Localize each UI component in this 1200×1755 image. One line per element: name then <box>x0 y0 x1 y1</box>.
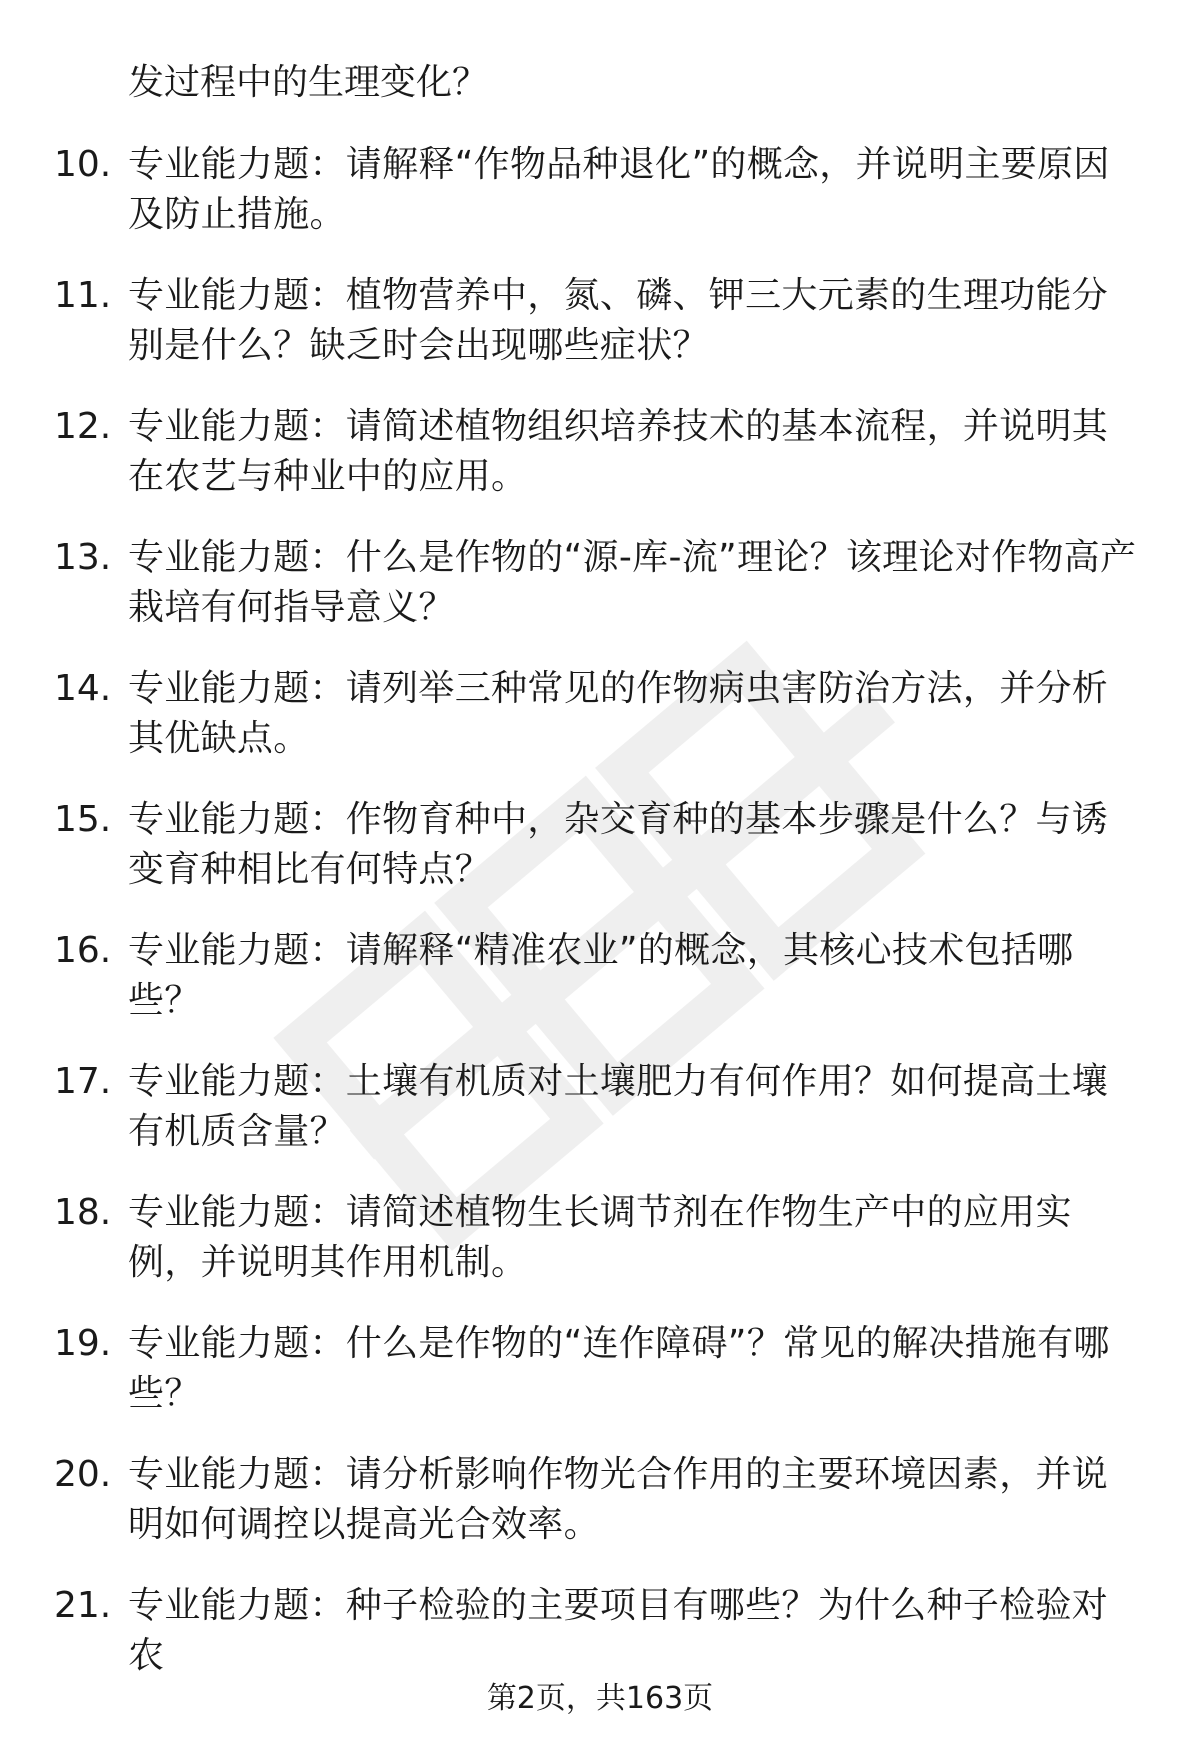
item-text: 专业能力题：植物营养中，氮、磷、钾三大元素的生理功能分别是什么？缺乏时会出现哪些症状？ <box>128 275 1109 366</box>
item-number: 18. <box>54 1192 112 1233</box>
item-number: 19. <box>54 1323 112 1364</box>
item-text: 专业能力题：请分析影响作物光合作用的主要环境因素，并说明如何调控以提高光合效率。 <box>128 1454 1109 1545</box>
item-text: 专业能力题：请解释“作物品种退化”的概念，并说明主要原因及防止措施。 <box>128 144 1110 235</box>
item-text: 专业能力题：土壤有机质对土壤肥力有何作用？如何提高土壤有机质含量？ <box>128 1061 1109 1152</box>
item-number: 10. <box>54 144 112 185</box>
item-text: 专业能力题：什么是作物的“源-库-流”理论？该理论对作物高产栽培有何指导意义？ <box>128 537 1137 628</box>
continued-question-text: 发过程中的生理变化？ <box>128 62 489 103</box>
item-text: 专业能力题：作物育种中，杂交育种的基本步骤是什么？与诱变育种相比有何特点？ <box>128 799 1109 890</box>
item-text: 专业能力题：种子检验的主要项目有哪些？为什么种子检验对农 <box>128 1585 1109 1676</box>
item-number: 11. <box>54 275 112 316</box>
item-text: 专业能力题：请简述植物生长调节剂在作物生产中的应用实例，并说明其作用机制。 <box>128 1192 1072 1283</box>
item-number: 20. <box>54 1454 112 1495</box>
item-number: 15. <box>54 799 112 840</box>
item-text: 专业能力题：什么是作物的“连作障碍”？常见的解决措施有哪些？ <box>128 1323 1110 1414</box>
item-text: 专业能力题：请解释“精准农业”的概念，其核心技术包括哪些？ <box>128 930 1074 1021</box>
item-number: 13. <box>54 537 112 578</box>
item-number: 21. <box>54 1585 112 1626</box>
item-number: 14. <box>54 668 112 709</box>
item-number: 12. <box>54 406 112 447</box>
page-footer: 第2页，共163页 <box>486 1681 714 1716</box>
item-number: 17. <box>54 1061 112 1102</box>
item-text: 专业能力题：请列举三种常见的作物病虫害防治方法，并分析其优缺点。 <box>128 668 1109 759</box>
item-number: 16. <box>54 930 112 971</box>
item-text: 专业能力题：请简述植物组织培养技术的基本流程，并说明其在农艺与种业中的应用。 <box>128 406 1109 497</box>
